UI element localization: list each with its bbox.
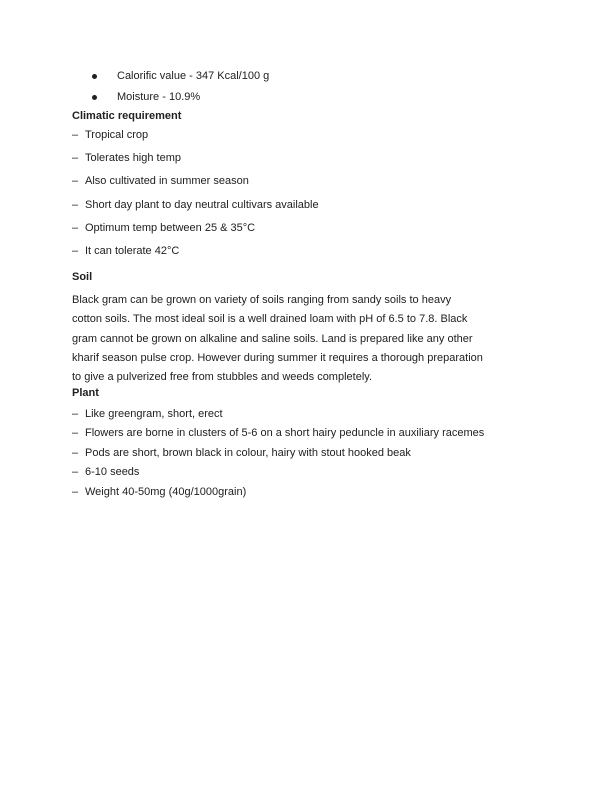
dash-icon: –: [72, 221, 79, 234]
paragraph-line: cotton soils. The most ideal soil is a well drained loam with pH of 6.5 to 7.8. Black: [72, 313, 468, 326]
dash-icon: –: [72, 466, 79, 479]
dash-icon: –: [72, 245, 79, 258]
list-item-text: Like greengram, short, erect: [85, 408, 223, 420]
nutrition-bullet-list: [72, 66, 269, 108]
paragraph-line: to give a pulverized free from stubbles and weeds completely.: [72, 371, 373, 384]
list-item: [72, 240, 319, 263]
list-item: [72, 444, 484, 463]
bullet-icon: [92, 95, 97, 100]
list-item: [72, 424, 484, 443]
list-item: [72, 170, 319, 193]
dash-icon: –: [72, 175, 79, 188]
climatic-list: [72, 124, 319, 263]
list-item-text: 6-10 seeds: [85, 466, 140, 479]
dash-icon: –: [72, 408, 79, 420]
section-heading-soil: Soil: [72, 271, 93, 283]
list-item: [72, 483, 484, 502]
list-item: [72, 463, 484, 482]
bullet-item: [72, 87, 269, 108]
list-item-text: Tolerates high temp: [85, 152, 181, 165]
list-item: [72, 194, 319, 217]
dash-icon: –: [72, 446, 79, 459]
list-item-text: Pods are short, brown black in colour, hairy with stout hooked beak: [85, 446, 411, 459]
list-item: [72, 217, 319, 240]
section-heading-plant: Plant: [72, 387, 99, 399]
dash-icon: –: [72, 427, 79, 440]
dash-icon: –: [72, 485, 79, 498]
list-item: [72, 124, 319, 147]
bullet-item-text: Moisture - 10.9%: [117, 91, 201, 103]
bullet-item-text: Calorific value - 347 Kcal/100 g: [117, 70, 270, 82]
list-item: [72, 147, 319, 170]
list-item-text: Also cultivated in summer season: [85, 175, 249, 188]
section-heading-climatic: Climatic requirement: [72, 110, 182, 122]
list-item-text: Tropical crop: [85, 129, 149, 141]
bullet-icon: [92, 74, 97, 79]
list-item: [72, 405, 484, 424]
list-item-text: It can tolerate 42°C: [85, 245, 180, 258]
dash-icon: –: [72, 152, 79, 165]
dash-icon: –: [72, 129, 79, 141]
list-item-text: Short day plant to day neutral cultivars available: [85, 198, 319, 211]
dash-icon: –: [72, 198, 79, 211]
paragraph-line: gram cannot be grown on alkaline and saline soils. Land is prepared like any other: [72, 332, 473, 345]
list-item-text: Flowers are borne in clusters of 5-6 on a short hairy peduncle in auxiliary racemes: [85, 427, 485, 440]
paragraph-line: Black gram can be grown on variety of soils ranging from sandy soils to heavy: [72, 294, 452, 306]
list-item-text: Optimum temp between 25 & 35°C: [85, 221, 256, 234]
soil-paragraph: [72, 291, 483, 387]
plant-list: [72, 405, 484, 502]
list-item-text: Weight 40-50mg (40g/1000grain): [85, 485, 247, 498]
paragraph-line: kharif season pulse crop. However during summer it requires a thorough preparation: [72, 351, 483, 364]
bullet-item: [72, 66, 269, 87]
